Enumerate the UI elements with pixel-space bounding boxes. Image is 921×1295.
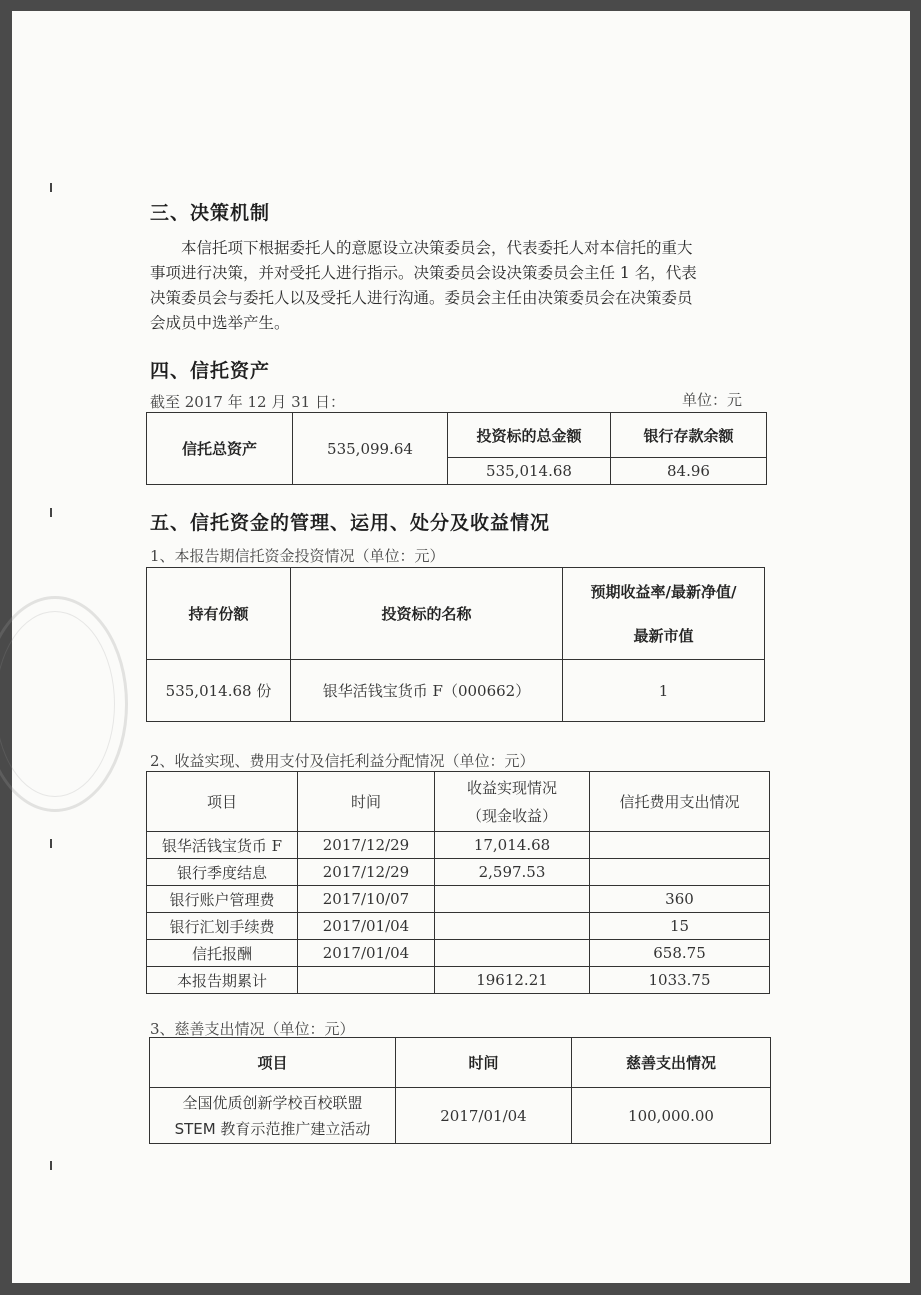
cell-time: 2017/01/04 [298,940,435,967]
cell-expense [590,832,770,859]
table-row [147,940,770,967]
cell-item: 信托报酬 [147,940,298,967]
col-header-target-name: 投资标的名称 [291,568,563,660]
col-header-item: 项目 [150,1038,396,1088]
paragraph-line: 决策委员会与委托人以及受托人进行沟通。委员会主任由决策委员会在决策委员 [150,289,693,307]
table-row [147,886,770,913]
cell-income: 19612.21 [435,967,590,994]
faded-seal-stamp [0,596,128,812]
cell-item-line2: STEM 教育示范推广建立活动 [174,1119,371,1138]
cell-item: 银行汇划手续费 [147,913,298,940]
section-heading-decision: 三、决策机制 [150,202,271,224]
table-row [147,832,770,859]
cell-income [435,913,590,940]
col-header-yield-line1: 预期收益率/最新净值/ [590,582,737,601]
col-header-yield [563,568,765,660]
col-header-item: 项目 [147,772,298,832]
cell-item: 银华活钱宝货币 F [147,832,298,859]
document-page [12,11,910,1283]
binding-mark [50,1161,52,1170]
cell-expense: 15 [590,913,770,940]
col-header-shares: 持有份额 [147,568,291,660]
cell-income [435,886,590,913]
cell-time [298,967,435,994]
col-header-time: 时间 [396,1038,572,1088]
subsection-2-title: 2、收益实现、费用支付及信托利益分配情况（单位：元） [150,752,535,770]
col-header-expense: 信托费用支出情况 [590,772,770,832]
cell-income: 2,597.53 [435,859,590,886]
investment-table [146,567,765,722]
subsection-3-title: 3、慈善支出情况（单位：元） [150,1020,355,1038]
table-row-total [147,967,770,994]
section-heading-assets: 四、信托资产 [150,360,271,382]
paragraph-line: 事项进行决策，并对受托人进行指示。决策委员会设决策委员会主任 1 名，代表 [150,264,697,282]
col-header-income [435,772,590,832]
charity-table [149,1037,771,1144]
cell-expense: 360 [590,886,770,913]
binding-mark [50,183,52,192]
cell-time: 2017/01/04 [396,1088,572,1144]
cell-income: 17,014.68 [435,832,590,859]
col-header-income-line1: 收益实现情况 [466,778,557,797]
cell-time: 2017/01/04 [298,913,435,940]
col-header-charity: 慈善支出情况 [572,1038,771,1088]
paragraph-line: 本信托项下根据委托人的意愿设立决策委员会，代表委托人对本信托的重大 [181,239,693,257]
cell-expense: 658.75 [590,940,770,967]
binding-mark [50,508,52,517]
as-of-date: 截至 2017 年 12 月 31 日： [150,393,345,411]
cell-item: 银行季度结息 [147,859,298,886]
table-row [147,913,770,940]
section-heading-management: 五、信托资金的管理、运用、处分及收益情况 [150,512,551,534]
cell-shares: 535,014.68 份 [147,660,291,722]
deposit-balance-value: 84.96 [611,458,767,485]
col-header-time: 时间 [298,772,435,832]
invest-total-value: 535,014.68 [448,458,611,485]
decision-paragraph [150,236,790,336]
paragraph-line: 会成员中选举产生。 [150,314,290,332]
cell-expense: 1033.75 [590,967,770,994]
cell-target-name: 银华活钱宝货币 F（000662） [291,660,563,722]
cell-expense [590,859,770,886]
col-header-income-line2: （现金收益） [466,806,557,825]
cell-charity-amount: 100,000.00 [572,1088,771,1144]
cell-item [150,1088,396,1144]
cell-yield: 1 [563,660,765,722]
cell-time: 2017/12/29 [298,859,435,886]
subsection-1-title: 1、本报告期信托资金投资情况（单位：元） [150,547,445,565]
cell-item: 本报告期累计 [147,967,298,994]
cell-item-line1: 全国优质创新学校百校联盟 [182,1093,363,1112]
invest-total-label: 投资标的总金额 [448,413,611,458]
unit-label: 单位：元 [682,391,743,409]
deposit-balance-label: 银行存款余额 [611,413,767,458]
trust-assets-table [146,412,767,485]
income-expense-table [146,771,770,994]
cell-time: 2017/12/29 [298,832,435,859]
binding-mark [50,839,52,848]
table-row [147,859,770,886]
cell-time: 2017/10/07 [298,886,435,913]
cell-income [435,940,590,967]
total-assets-value: 535,099.64 [293,413,448,485]
cell-item: 银行账户管理费 [147,886,298,913]
col-header-yield-line2: 最新市值 [633,626,694,645]
total-assets-label: 信托总资产 [147,413,293,485]
